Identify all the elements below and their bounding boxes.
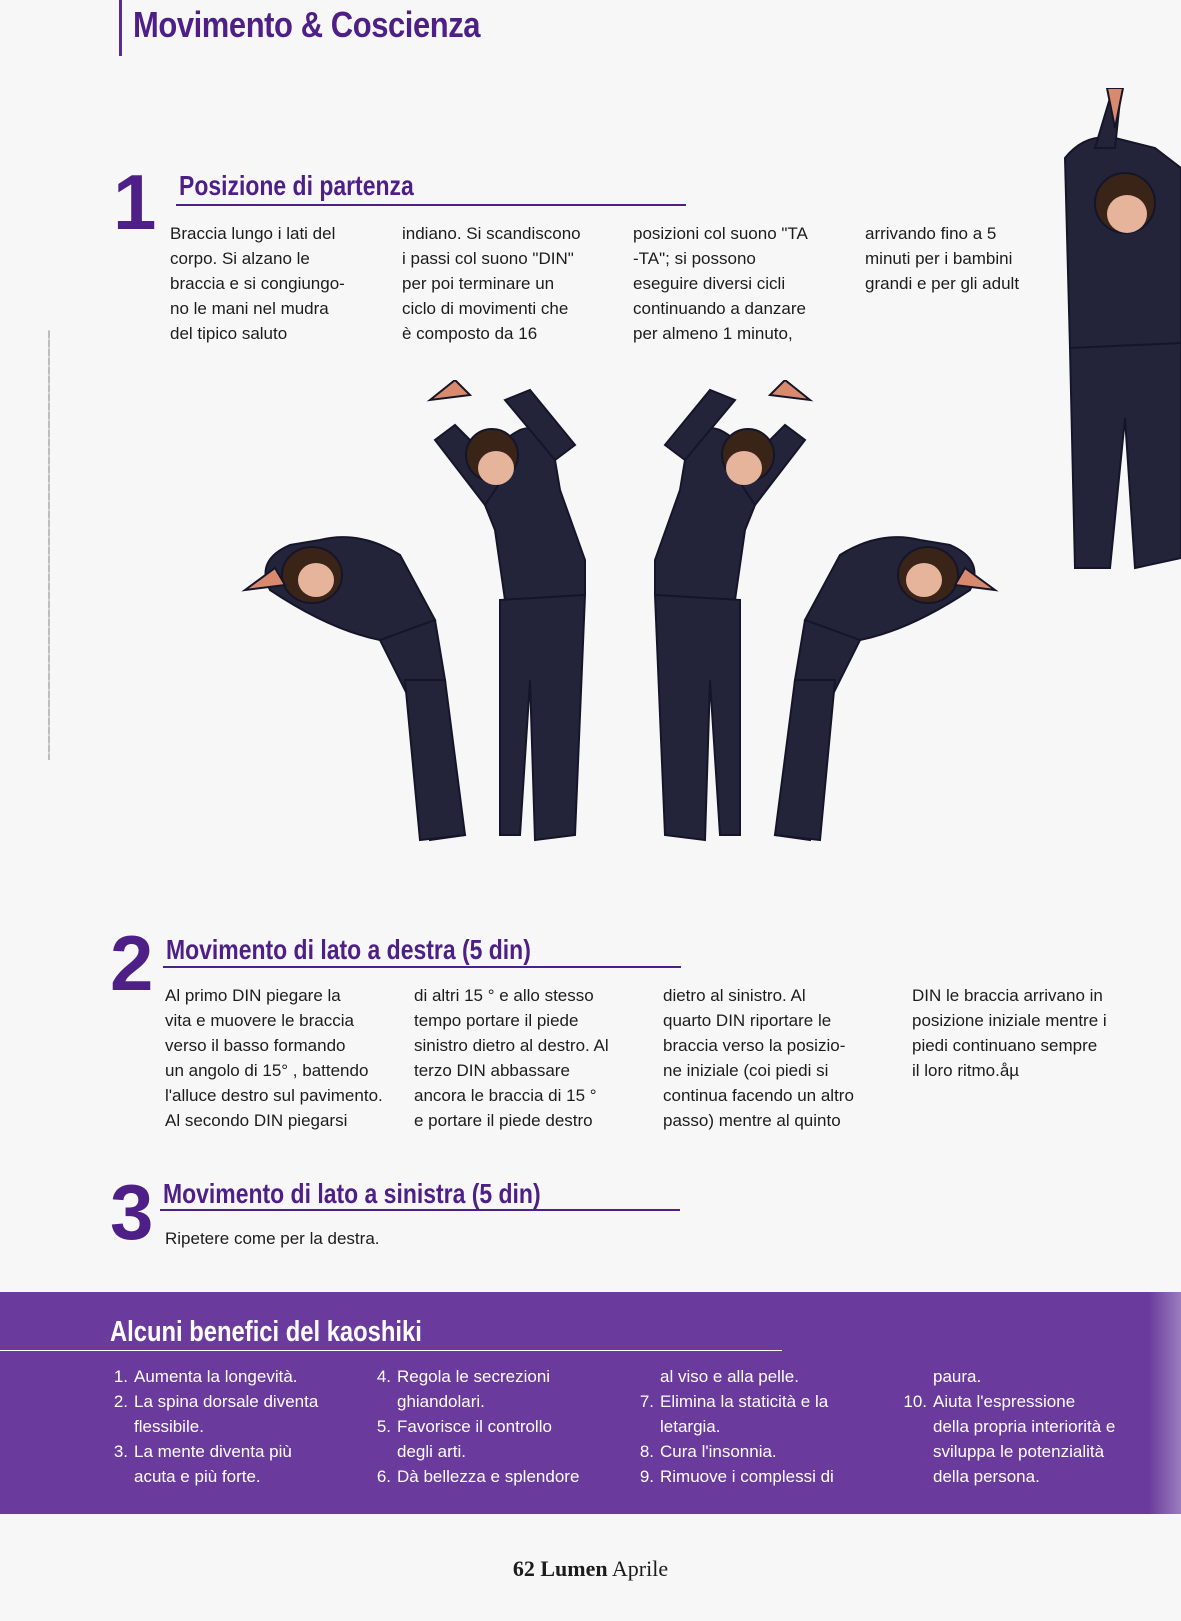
- benefit-item: 9. Rimuove i complessi di: [639, 1467, 834, 1486]
- benefit-item: paura.: [933, 1367, 982, 1386]
- section-1-col-4: arrivando fino a 5 minuti per i bambini grandi e per gli adult: [865, 224, 1020, 293]
- page-header-title: Movimento & Coscienza: [133, 4, 481, 45]
- magazine-name: Lumen: [540, 1556, 608, 1581]
- header-accent-bar: [119, 0, 122, 56]
- page-edge-dots: [48, 330, 50, 760]
- benefit-item: 2. La spina dorsale diventa flessibile.: [113, 1392, 319, 1436]
- section-2-col-2: di altri 15 ° e allo stesso tempo portare il piede sinistro dietro al destro. Al terzo DIN abbassare ancora le braccia di 15 ° e portare il piede destro: [414, 986, 609, 1130]
- section-3-rule: [160, 1209, 680, 1211]
- section-1-col-3: posizioni col suono "TA -TA"; si possono eseguire diversi cicli continuando a danzare per almeno 1 minuto,: [633, 224, 808, 343]
- benefits-col-2: [367, 1364, 579, 1489]
- section-2-number: 2: [110, 919, 154, 1007]
- kaoshiki-poses-illustration: [230, 380, 1010, 890]
- page-footer: [0, 1556, 1181, 1582]
- benefit-item: al viso e alla pelle.: [660, 1367, 799, 1386]
- section-2-rule: [163, 966, 681, 968]
- section-2-col-4: DIN le braccia arrivano in posizione iniziale mentre i piedi continuano sempre il loro ritmo.åµ: [912, 986, 1107, 1080]
- section-2-col-3: dietro al sinistro. Al quarto DIN riportare le braccia verso la posizio- ne iniziale (coi piedi si continua facendo un altro passo) mentre al quinto: [663, 986, 854, 1130]
- section-2-title: Movimento di lato a destra (5 din): [166, 934, 531, 965]
- benefits-title: Alcuni benefici del kaoshiki: [110, 1316, 422, 1348]
- section-3-title: Movimento di lato a sinistra (5 din): [163, 1178, 541, 1209]
- section-1-number: 1: [113, 158, 157, 246]
- benefits-box-edge: [1148, 1292, 1181, 1514]
- section-1-col-1: Braccia lungo i lati del corpo. Si alzano le braccia e si congiungo- no le mani nel mudra del tipico saluto: [170, 224, 345, 343]
- benefit-item: 1. Aumenta la longevità.: [113, 1367, 298, 1386]
- pose-figure-4: [775, 537, 995, 840]
- benefit-item: 3. La mente diventa più acuta e più forte.: [113, 1442, 292, 1486]
- benefits-col-1: [104, 1364, 318, 1489]
- benefit-item: 4. Regola le secrezioni ghiandolari.: [376, 1367, 551, 1411]
- page-number: 62: [512, 1556, 535, 1581]
- benefits-rule: [0, 1350, 782, 1351]
- benefit-item: 7. Elimina la staticità e la letargia.: [639, 1392, 829, 1436]
- benefit-item: 10. Aiuta l'espressione della propria interiorità e sviluppa le potenzialità della persona.: [903, 1392, 1116, 1486]
- section-1-col-2: indiano. Si scandiscono i passi col suono "DIN" per poi terminare un ciclo di movimenti che è composto da 16: [402, 224, 581, 343]
- benefits-col-4: [893, 1364, 1115, 1489]
- issue-month: Aprile: [611, 1556, 669, 1581]
- benefit-item: 5. Favorisce il controllo degli arti.: [376, 1417, 552, 1461]
- benefits-col-3: [630, 1364, 834, 1489]
- section-1-rule: [176, 204, 686, 206]
- section-3-col-1: Ripetere come per la destra.: [165, 1229, 380, 1248]
- benefit-item: 8. Cura l'insonnia.: [639, 1442, 777, 1461]
- benefit-item: 6. Dà bellezza e splendore: [376, 1467, 580, 1486]
- section-2-col-1: Al primo DIN piegare la vita e muovere le braccia verso il basso formando un angolo di 15° , battendo l'alluce destro sul pavimento. Al secondo DIN piegarsi: [165, 986, 383, 1130]
- pose-figure-1: [245, 537, 465, 840]
- section-3-number: 3: [110, 1168, 154, 1256]
- namaste-pose-figure: [1055, 88, 1181, 608]
- section-1-title: Posizione di partenza: [179, 170, 414, 201]
